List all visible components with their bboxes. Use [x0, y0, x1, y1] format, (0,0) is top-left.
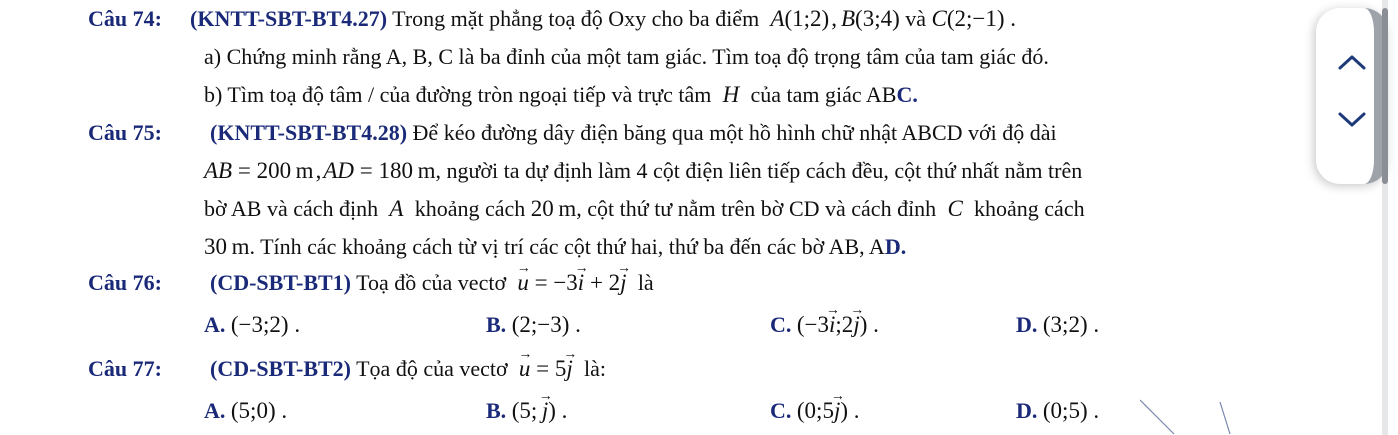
question-76-option-b[interactable]: B. (2;−3) .: [486, 312, 581, 337]
points-math: A(1;2), B(3;4): [770, 6, 900, 31]
scrollbar-thumb[interactable]: [1382, 8, 1388, 184]
question-76-option-d[interactable]: D. (3;2) .: [1016, 312, 1100, 337]
question-77-source: (CD-SBT-BT2): [210, 356, 351, 381]
question-76-option-a[interactable]: A. (−3;2) .: [204, 312, 301, 337]
next-page-button[interactable]: [1332, 102, 1372, 138]
decorative-strokes: [1140, 398, 1250, 435]
question-75-line-3: bờ AB và cách định A khoảng cách 20 m, cột thứ tư nằm trên bờ CD và cách đỉnh C khoảng cách: [204, 196, 1085, 221]
previous-page-button[interactable]: [1332, 44, 1372, 80]
chevron-down-icon: [1337, 111, 1367, 129]
question-76-stem: (CD-SBT-BT1) Toạ đồ của vectơ → u = −3→ i + 2→ j là: [210, 268, 654, 298]
page-navigation-panel: [1316, 8, 1388, 184]
question-77-stem: (CD-SBT-BT2) Tọa độ của vectơ → u = 5→ j là:: [210, 354, 606, 384]
question-74-number: Câu 74:: [88, 6, 162, 31]
question-77-option-b[interactable]: B. (5; → j) .: [486, 396, 567, 426]
question-76-source: (CD-SBT-BT1): [210, 270, 351, 295]
question-75-source: (KNTT-SBT-BT4.28): [210, 120, 408, 145]
question-75-line-2: AB = 200 m,AD = 180 m, người ta dự định làm 4 cột điện liên tiếp cách đều, cột thứ nhất nằm trên: [204, 158, 1083, 183]
chevron-up-icon: [1337, 53, 1367, 71]
question-77-option-a[interactable]: A. (5;0) .: [204, 398, 288, 423]
question-74-part-b: b) Tìm toạ độ tâm / của đường tròn ngoại tiếp và trực tâm H của tam giác ABC.: [204, 82, 918, 107]
question-74-stem: (KNTT-SBT-BT4.27) Trong mặt phẳng toạ độ Oxy cho ba điểm A(1;2), B(3;4) và C(2;−1) .: [190, 6, 1017, 31]
question-76-option-c[interactable]: C. (−3→ i;2→ j) .: [770, 310, 879, 340]
question-74-part-a: a) Chứng minh rằng A, B, C là ba đỉnh của một tam giác. Tìm toạ độ trọng tâm của tam giác đó.: [204, 44, 1049, 69]
question-75-line-1: (KNTT-SBT-BT4.28) Để kéo đường dây điện băng qua một hồ hình chữ nhật ABCD với độ dài: [210, 120, 1057, 145]
question-77-option-c[interactable]: C. (0;5→ j) .: [770, 396, 860, 426]
question-75-line-4: 30 m. Tính các khoảng cách từ vị trí các cột thứ hai, thứ ba đến các bờ AB, AD.: [204, 234, 907, 259]
question-75-number: Câu 75:: [88, 120, 162, 145]
vertical-scrollbar[interactable]: [1382, 0, 1388, 435]
question-77-option-d[interactable]: D. (0;5) .: [1016, 398, 1100, 423]
question-76-number: Câu 76:: [88, 270, 162, 295]
question-77-number: Câu 77:: [88, 356, 162, 381]
question-74-source: (KNTT-SBT-BT4.27): [190, 6, 388, 31]
